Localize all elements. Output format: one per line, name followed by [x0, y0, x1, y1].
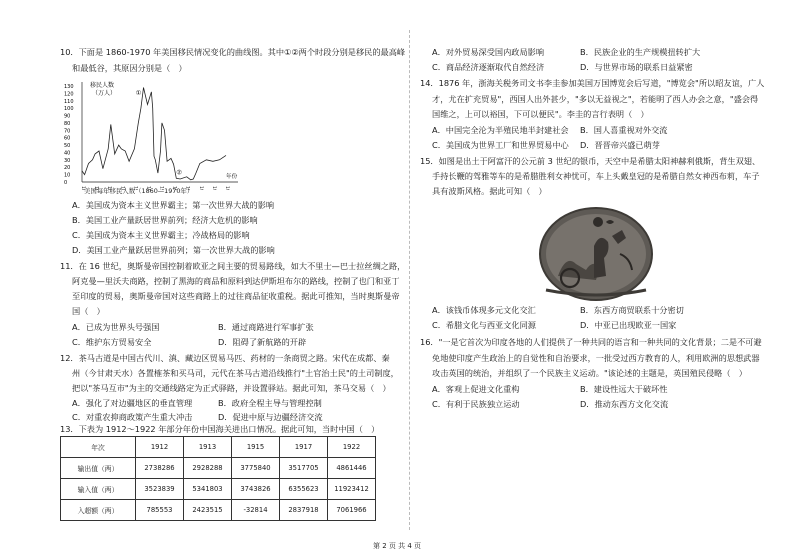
- trough-marker-2: ②: [176, 168, 183, 177]
- x-tick-label: [211, 186, 217, 190]
- q10-stem-line2: 和最低谷，其原因分别是（ ）: [72, 63, 187, 73]
- y-tick-label: 50: [64, 143, 71, 150]
- q10-option-c[interactable]: C．美国成为资本主义世界霸主；冷战格局的影响: [72, 230, 250, 240]
- q15-stem-line1: 15．如图是出土于阿富汗的公元前 3 世纪的银币，天空中是希腊太阳神赫利俄斯，背生双翅、: [420, 156, 761, 166]
- q16-stem-line1: 16．"一是它首次为印度各地的人们提供了一种共同的语言和一种共同的文化背景；二是不可避: [420, 337, 762, 347]
- y-tick-label: 60: [64, 135, 71, 142]
- trade-table-header-row: [61, 437, 376, 458]
- q14-option-d[interactable]: D．晋晋帝兴盛已萌芽: [580, 140, 660, 150]
- y-tick-label: 40: [64, 150, 71, 157]
- q10-stem-line1: 10．下面是 1860-1970 年美国移民情况变化的曲线图。其中①②两个时段分别是移民的最高峰: [60, 47, 406, 57]
- q10-option-a[interactable]: A．美国成为资本主义世界霸主；第一次世界大战的影响: [72, 200, 275, 210]
- q12-stem-line3: 把以"茶马互市"为主的交通线路定为正式驿路，并设置驿站。据此可知，茶马交易（ ）: [72, 383, 391, 393]
- table-header-cell: 1912: [136, 437, 184, 458]
- table-header-cell: 1922: [328, 437, 376, 458]
- q12-option-c[interactable]: C．对重农抑商政策产生重大冲击: [72, 412, 193, 422]
- q15-option-a[interactable]: A．该钱币体现多元文化交汇: [432, 305, 536, 315]
- y-tick-label: 30: [64, 157, 71, 164]
- table-cell: 输出值（两）: [61, 458, 136, 479]
- y-tick-label: 0: [64, 180, 68, 186]
- q15-option-b[interactable]: B．东西方商贸联系十分密切: [580, 305, 684, 315]
- table-cell: 3517705: [280, 458, 328, 479]
- y-tick-label: 20: [64, 165, 71, 172]
- table-row: [61, 458, 376, 479]
- table-row: [61, 479, 376, 500]
- q15-option-c[interactable]: C．希腊文化与西亚文化同源: [432, 320, 536, 330]
- q14-stem-line1: 14．1876 年，浙海关税务司文书李圭参加美国万国博览会后写道，"博览会"所以昭友谊，广人: [420, 78, 765, 88]
- y-tick-label: 90: [64, 113, 71, 120]
- q10-option-b[interactable]: B．美国工业产量跃居世界前列；经济大危机的影响: [72, 215, 258, 225]
- table-cell: 2928288: [184, 458, 232, 479]
- immigration-series-line: [82, 88, 226, 180]
- q15-stem-line3: 具有波斯风格。据此可知（ ）: [432, 186, 547, 196]
- table-cell: 6355623: [280, 479, 328, 500]
- table-header-cell: 1917: [280, 437, 328, 458]
- immigration-chart-svg: [62, 78, 247, 190]
- table-header-cell: 1913: [184, 437, 232, 458]
- table-cell: 4861446: [328, 458, 376, 479]
- chart-ylabel-a: 移民人数: [90, 82, 115, 89]
- q15-option-d[interactable]: D．中亚已出现欧亚一国家: [580, 320, 677, 330]
- q16-option-a[interactable]: A．客观上促进文化重构: [432, 384, 520, 394]
- y-tick-label: 100: [64, 106, 74, 113]
- table-row: [61, 500, 376, 521]
- q12-option-a[interactable]: A．强化了对边疆地区的垂直管理: [72, 398, 193, 408]
- q13-stem: 13．下表为 1912～1922 年部分年份中国海关进出口情况。据此可知，当时中国（ ）: [60, 424, 380, 434]
- q16-option-b[interactable]: B．建设性远大于破坏性: [580, 384, 668, 394]
- table-cell: 2738286: [136, 458, 184, 479]
- table-header-cell: 1915: [232, 437, 280, 458]
- peak-marker-1: ①: [135, 88, 142, 97]
- q12-stem-line1: 12．茶马古道是中国古代川、滇、藏边区贸易马匹、药材的一条商贸之路。宋代在成都、秦: [60, 353, 390, 363]
- q16-stem-line2: 免地使印度产生政治上的自觉性和自治要求，一批受过西方教育的人，利用欧洲的思想武器: [432, 353, 760, 363]
- q13-option-b[interactable]: B．民族企业的生产规模扭转扩大: [580, 47, 701, 57]
- table-cell: 输入值（两）: [61, 479, 136, 500]
- q14-stem-line3: 国维之，上可以裕国，下可以便民"。李圭的言行表明（ ）: [432, 109, 649, 119]
- q13-option-c[interactable]: C．商品经济逐渐取代自然经济: [432, 62, 545, 72]
- y-tick-label: 110: [64, 98, 74, 105]
- x-tick-label: [198, 186, 204, 190]
- table-cell: 2423515: [184, 500, 232, 521]
- table-cell: 11923412: [328, 479, 376, 500]
- y-tick-label: 120: [64, 91, 74, 98]
- chart-ylabel-b: （万人）: [92, 90, 117, 97]
- q16-option-d[interactable]: D．推动东西方文化交流: [580, 399, 669, 409]
- column-divider: [409, 30, 410, 530]
- q11-option-a[interactable]: A．已成为世界头号强国: [72, 322, 160, 332]
- q11-stem-line2: 阿克曼—里沃夫商路，控制了黑海的商品和原料到达伊斯坦布尔的路线，控制了也门和亚丁: [72, 276, 400, 286]
- q14-option-c[interactable]: C．美国成为世界工厂和世界贸易中心: [432, 140, 569, 150]
- table-header-cell: 年次: [61, 437, 136, 458]
- q12-stem-line2: 州（今甘肃天水）各置榷茶和买马司，元代在茶马古道沿线推行"土官治土民"的土司制度，: [72, 368, 399, 378]
- y-tick-label: 70: [64, 128, 71, 135]
- q11-option-b[interactable]: B．通过商路进行军事扩张: [218, 322, 314, 332]
- q16-option-c[interactable]: C．有利于民族独立运动: [432, 399, 520, 409]
- y-tick-label: 130: [64, 84, 74, 90]
- q11-stem-line1: 11．在 16 世纪，奥斯曼帝国控制着欧亚之间主要的贸易路线，如大不里士—巴士拉丝绸之路，: [60, 261, 406, 271]
- q10-option-d[interactable]: D．美国工业产量跃居世界前列；第一次世界大战的影响: [72, 245, 275, 255]
- q16-stem-line3: 攻击英国的统治，并组织了一个民族主义运动。"该论述的主题是，英国殖民侵略（ ）: [432, 368, 747, 378]
- table-cell: 2837918: [280, 500, 328, 521]
- chart-caption: 美国每年移民人数（1860—1970年）: [84, 187, 194, 195]
- x-tick-label: [224, 186, 230, 190]
- q15-stem-line2: 手持长鞭的驾雅等车的是希腊胜利女神忧可，车上头戴皇冠的是希腊自然女神西布莉，车子: [432, 171, 760, 181]
- page-footer: 第 2 页 共 4 页: [372, 542, 422, 550]
- q11-stem-line3: 至印度的贸易，奥斯曼帝国对这些商路上的过往商品征收重税。据此可推知，当时奥斯曼帝: [72, 291, 400, 301]
- coin-svg: [536, 206, 656, 302]
- q12-option-d[interactable]: D．促进中原与边疆经济交流: [218, 412, 323, 422]
- q14-option-b[interactable]: B．国人喜重视对外交流: [580, 125, 668, 135]
- y-tick-label: 80: [64, 120, 71, 127]
- q12-option-b[interactable]: B．政府全程主导与管理控制: [218, 398, 322, 408]
- y-tick-label: 10: [64, 172, 71, 179]
- chart-x-unit: 年份: [226, 174, 238, 180]
- q11-stem-line4: 国（ ）: [72, 306, 105, 316]
- table-cell: -32814: [232, 500, 280, 521]
- q11-option-c[interactable]: C．维护东方贸易安全: [72, 337, 152, 347]
- immigration-chart: [62, 78, 247, 190]
- table-cell: 785553: [136, 500, 184, 521]
- silver-coin-image: [536, 206, 656, 302]
- q14-stem-line2: 才，尤在扩充贸易"，西国人出外甚少，"多以无益视之"，若能明了西人办会之意，"盛会得: [432, 94, 759, 104]
- q13-option-d[interactable]: D．与世界市场的联系日益紧密: [580, 62, 693, 72]
- table-cell: 3523839: [136, 479, 184, 500]
- table-cell: 3743826: [232, 479, 280, 500]
- table-cell: 5341803: [184, 479, 232, 500]
- q11-option-d[interactable]: D．阻碍了新航路的开辟: [218, 337, 307, 347]
- table-cell: 入超额（两）: [61, 500, 136, 521]
- table-cell: 7061966: [328, 500, 376, 521]
- trade-table: [60, 436, 376, 521]
- q13-option-a[interactable]: A．对外贸易深受国内政局影响: [432, 47, 545, 57]
- table-cell: 3775840: [232, 458, 280, 479]
- q14-option-a[interactable]: A．中国完全沦为半殖民地半封建社会: [432, 125, 569, 135]
